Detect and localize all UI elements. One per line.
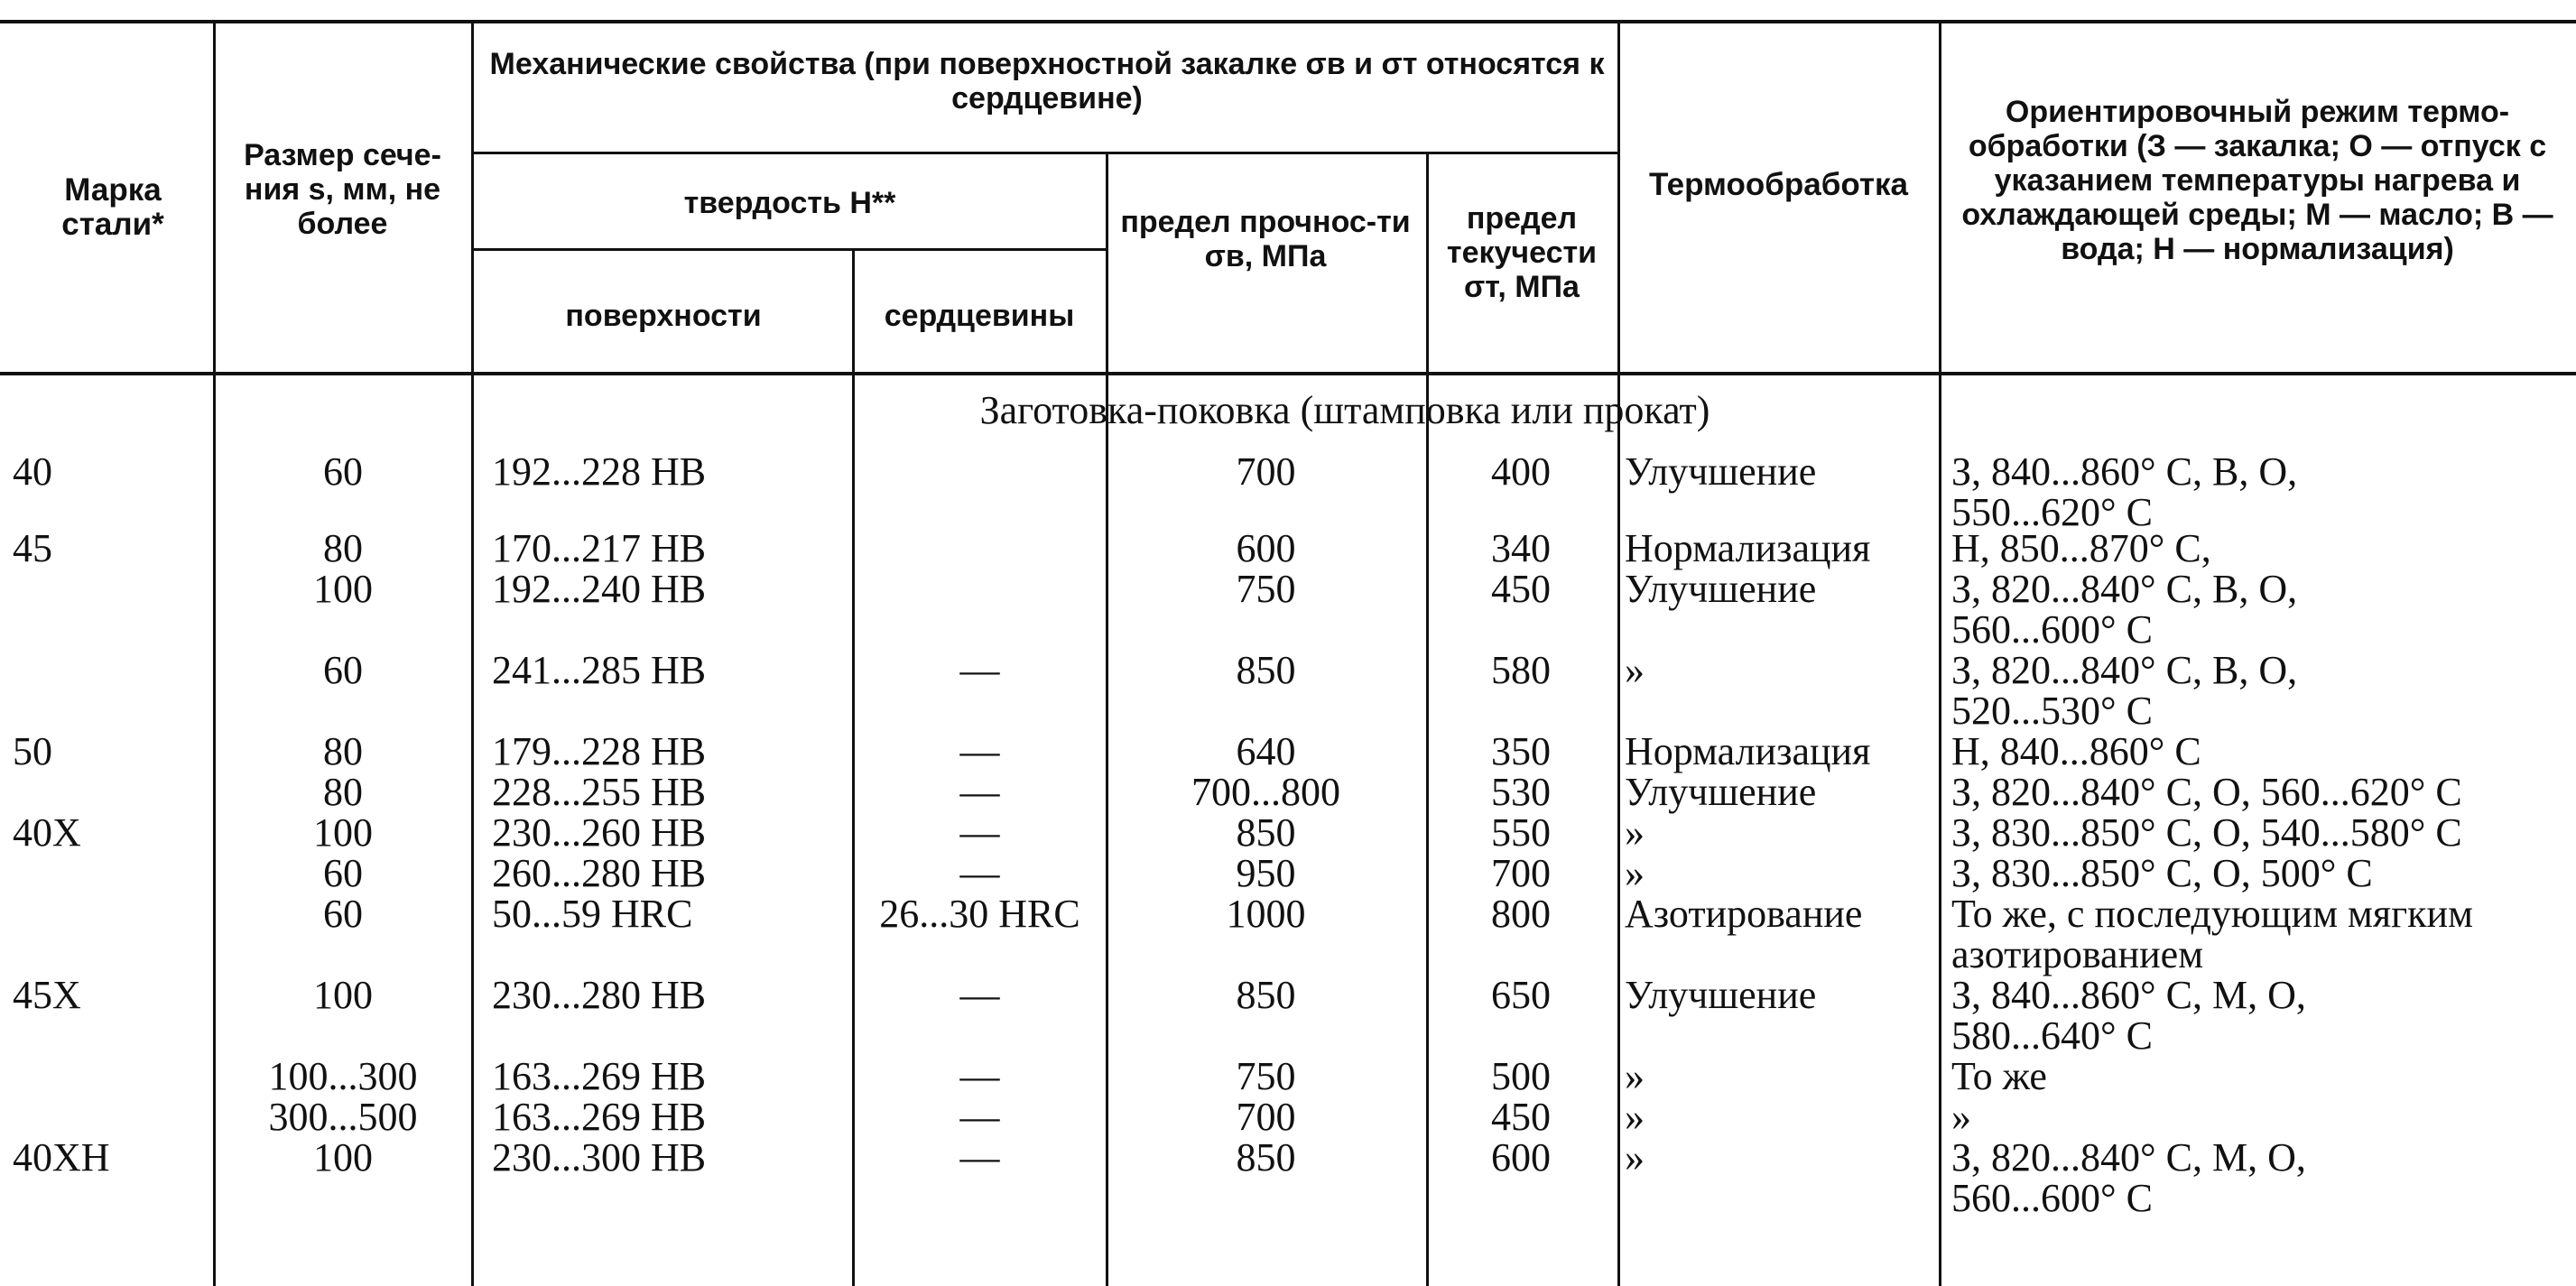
- header-rule-mech: [474, 152, 1620, 154]
- cell-core-hardness: —: [959, 810, 1000, 855]
- cell-yield-strength: 650: [1491, 973, 1551, 1017]
- cell-yield-strength: 800: [1491, 892, 1551, 936]
- cell-yield-strength: 600: [1491, 1135, 1551, 1180]
- cell-mode: »: [1951, 1095, 1971, 1139]
- cell-surface-hardness: 230...280 НВ: [492, 973, 707, 1017]
- cell-grade: 45: [13, 526, 52, 570]
- cell-size: 60: [323, 851, 363, 895]
- table-row: [0, 731, 2576, 772]
- cell-tensile-strength: 850: [1236, 648, 1296, 692]
- cell-surface-hardness: 50...59 HRC: [492, 892, 693, 936]
- header-rule-hardness: [474, 248, 1106, 251]
- table-row: [0, 1135, 2576, 1220]
- cell-tensile-strength: 700...800: [1191, 770, 1340, 814]
- cell-mode: То же: [1951, 1054, 2047, 1098]
- header-mech: Механические свойства (при поверхностной закалке σв и σт относятся к сердцевине): [489, 47, 1605, 116]
- cell-size: 100: [313, 567, 373, 611]
- cell-treatment: Азотирование: [1625, 892, 1863, 936]
- cell-treatment: »: [1625, 1054, 1645, 1098]
- cell-size: 100: [313, 973, 373, 1017]
- cell-tensile-strength: 850: [1236, 973, 1296, 1017]
- table-row: [0, 449, 2576, 534]
- cell-mode: З, 820...840° С, О, 560...620° С: [1951, 770, 2462, 814]
- cell-treatment: Нормализация: [1625, 526, 1871, 570]
- header-bottom-rule: [0, 372, 2576, 375]
- cell-size: 300...500: [268, 1095, 418, 1139]
- table-row: [0, 1056, 2576, 1096]
- cell-yield-strength: 400: [1491, 449, 1551, 494]
- cell-tensile-strength: 700: [1236, 449, 1296, 494]
- cell-mode: З, 820...840° С, М, О,: [1951, 1135, 2306, 1180]
- cell-surface-hardness: 192...240 НВ: [492, 567, 707, 611]
- cell-surface-hardness: 163...269 НВ: [492, 1054, 707, 1098]
- header-treatment: Термообработка: [1649, 167, 1908, 202]
- cell-tensile-strength: 600: [1236, 526, 1296, 570]
- table-row: [0, 569, 2576, 650]
- cell-mode-continued: 560...600° С: [1951, 1176, 2153, 1220]
- cell-mode: Н, 840...860° С: [1951, 729, 2201, 773]
- cell-grade: 45Х: [13, 973, 81, 1017]
- cell-mode: З, 840...860° С, М, О,: [1951, 973, 2306, 1017]
- cell-surface-hardness: 241...285 НВ: [492, 648, 707, 692]
- top-rule: [0, 20, 2576, 23]
- cell-mode: То же, с последующим мягким: [1951, 892, 2473, 936]
- header-mode: Ориентировочный режим термо-обработки (З — закалка; О — отпуск с указанием температуры нагрева и охлаждающей среды; М — масло; В — вода; Н — нормализация): [1961, 95, 2553, 266]
- cell-tensile-strength: 950: [1236, 851, 1296, 895]
- cell-yield-strength: 580: [1491, 648, 1551, 692]
- cell-mode: З, 830...850° С, О, 500° С: [1951, 851, 2373, 895]
- cell-treatment: »: [1625, 851, 1645, 895]
- section-title: Заготовка-поковка (штамповка или прокат): [979, 388, 1710, 432]
- cell-tensile-strength: 750: [1236, 1054, 1296, 1098]
- cell-surface-hardness: 179...228 НВ: [492, 729, 707, 773]
- cell-surface-hardness: 170...217 НВ: [492, 526, 707, 570]
- cell-treatment: Улучшение: [1625, 973, 1817, 1017]
- cell-treatment: Улучшение: [1625, 567, 1817, 611]
- cell-treatment: »: [1625, 648, 1645, 692]
- table-row: [0, 893, 2576, 975]
- cell-tensile-strength: 640: [1236, 729, 1296, 773]
- header-yield: предел текучести σт, МПа: [1446, 201, 1598, 304]
- table-row: [0, 975, 2576, 1056]
- cell-core-hardness: 26...30 HRC: [879, 892, 1080, 936]
- cell-size: 80: [323, 526, 363, 570]
- header-tensile: предел прочнос-ти σв, МПа: [1120, 205, 1411, 273]
- table-row: [0, 772, 2576, 812]
- cell-surface-hardness: 260...280 НВ: [492, 851, 707, 895]
- cell-size: 100: [313, 810, 373, 855]
- cell-grade: 50: [13, 729, 52, 773]
- cell-grade: 40Х: [13, 810, 81, 855]
- cell-core-hardness: —: [959, 973, 1000, 1017]
- header-grade: Марка стали*: [61, 172, 164, 242]
- cell-mode-continued: 560...600° С: [1951, 607, 2153, 652]
- cell-mode-continued: 580...640° С: [1951, 1013, 2153, 1058]
- cell-core-hardness: —: [959, 1054, 1000, 1098]
- cell-size: 100...300: [268, 1054, 418, 1098]
- cell-mode: З, 840...860° С, В, О,: [1951, 449, 2298, 494]
- cell-yield-strength: 700: [1491, 851, 1551, 895]
- cell-core-hardness: —: [959, 1135, 1000, 1180]
- cell-size: 100: [313, 1135, 373, 1180]
- cell-core-hardness: —: [959, 1095, 1000, 1139]
- table-row: [0, 650, 2576, 731]
- cell-core-hardness: —: [959, 770, 1000, 814]
- cell-yield-strength: 350: [1491, 729, 1551, 773]
- cell-yield-strength: 500: [1491, 1054, 1551, 1098]
- header-surface: поверхности: [565, 299, 762, 333]
- cell-surface-hardness: 230...300 НВ: [492, 1135, 707, 1180]
- cell-tensile-strength: 850: [1236, 810, 1296, 855]
- cell-size: 60: [323, 449, 363, 494]
- cell-mode-continued: азотированием: [1951, 932, 2204, 976]
- cell-core-hardness: —: [959, 729, 1000, 773]
- cell-treatment: Улучшение: [1625, 770, 1817, 814]
- cell-size: 60: [323, 892, 363, 936]
- cell-tensile-strength: 850: [1236, 1135, 1296, 1180]
- cell-yield-strength: 340: [1491, 526, 1551, 570]
- cell-mode-continued: 550...620° С: [1951, 490, 2153, 534]
- cell-treatment: »: [1625, 810, 1645, 855]
- cell-tensile-strength: 750: [1236, 567, 1296, 611]
- header-size: Размер сече-ния s, мм, не более: [244, 138, 441, 241]
- cell-size: 60: [323, 648, 363, 692]
- header-hardness: твердость Н**: [683, 186, 896, 220]
- cell-yield-strength: 450: [1491, 1095, 1551, 1139]
- cell-size: 80: [323, 729, 363, 773]
- table-row: [0, 812, 2576, 853]
- cell-surface-hardness: 230...260 НВ: [492, 810, 707, 855]
- cell-treatment: »: [1625, 1095, 1645, 1139]
- cell-core-hardness: —: [959, 648, 1000, 692]
- cell-mode: З, 820...840° С, В, О,: [1951, 648, 2298, 692]
- cell-mode: З, 830...850° С, О, 540...580° С: [1951, 810, 2462, 855]
- cell-mode: Н, 850...870° С,: [1951, 526, 2211, 570]
- cell-grade: 40: [13, 449, 52, 494]
- cell-surface-hardness: 228...255 НВ: [492, 770, 707, 814]
- cell-core-hardness: —: [959, 851, 1000, 895]
- cell-surface-hardness: 163...269 НВ: [492, 1095, 707, 1139]
- cell-tensile-strength: 700: [1236, 1095, 1296, 1139]
- cell-treatment: »: [1625, 1135, 1645, 1180]
- cell-yield-strength: 450: [1491, 567, 1551, 611]
- cell-mode: З, 820...840° С, В, О,: [1951, 567, 2298, 611]
- cell-treatment: Нормализация: [1625, 729, 1871, 773]
- cell-surface-hardness: 192...228 НВ: [492, 449, 707, 494]
- cell-grade: 40ХН: [13, 1135, 110, 1180]
- cell-yield-strength: 550: [1491, 810, 1551, 855]
- table-row: [0, 1096, 2576, 1137]
- table-row: [0, 853, 2576, 893]
- cell-size: 80: [323, 770, 363, 814]
- cell-treatment: Улучшение: [1625, 449, 1817, 494]
- cell-yield-strength: 530: [1491, 770, 1551, 814]
- cell-tensile-strength: 1000: [1226, 892, 1306, 936]
- header-core: сердцевины: [884, 299, 1075, 333]
- cell-mode-continued: 520...530° С: [1951, 689, 2153, 733]
- table-row: [0, 528, 2576, 569]
